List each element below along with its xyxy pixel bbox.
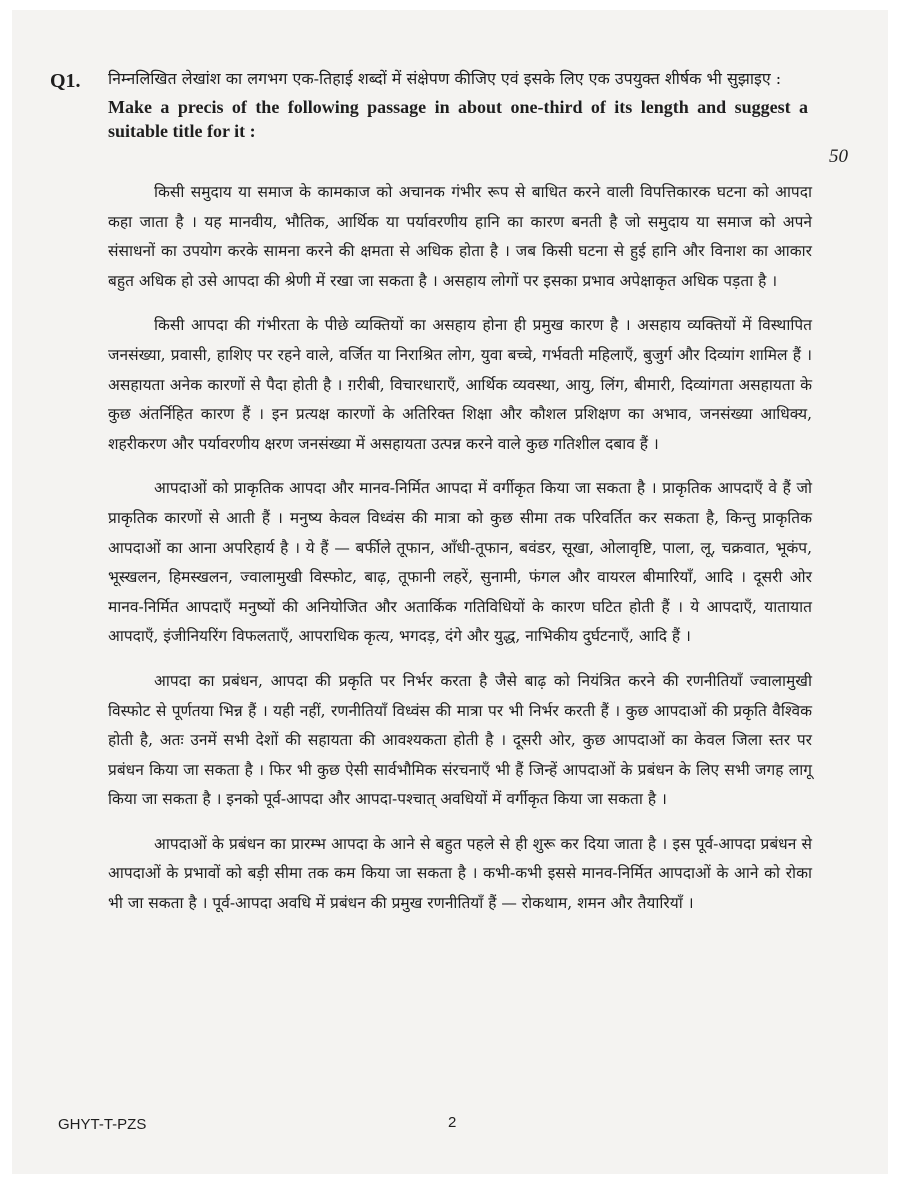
question-number: Q1.: [50, 70, 81, 92]
question-marks: 50: [829, 146, 848, 167]
paper-code: GHYT-T-PZS: [58, 1116, 147, 1133]
passage-paragraph: किसी आपदा की गंभीरता के पीछे व्यक्तियों का असहाय होना ही प्रमुख कारण है । असहाय व्यक्तियों में विस्थापित जनसंख्या, प्रवासी, हाशिए पर रहने वाले, वर्जित या निराश्रित लोग, युवा बच्चे, गर्भवती महिलाएँ, बुजुर्ग और दिव्यांग शामिल हैं । असहायता अनेक कारणों से पैदा होती है । ग़रीबी, विचारधाराएँ, आर्थिक व्यवस्था, आयु, लिंग, बीमारी, दिव्यांगता असहायता के कुछ अंतर्निहित कारण हैं । इन प्रत्यक्ष कारणों के अतिरिक्त शिक्षा और कौशल प्रशिक्षण का अभाव, जनसंख्या आधिक्य, शहरीकरण और पर्यावरणीय क्षरण जनसंख्या में असहायता उत्पन्न करने वाले कुछ गतिशील दबाव हैं ।: [108, 316, 812, 453]
passage: [108, 178, 812, 934]
instruction-english: Make a precis of the following passage in about one-third of its length and suggest a suitable title for it :: [108, 97, 808, 141]
page-number: 2: [448, 1114, 457, 1131]
passage-paragraph: आपदा का प्रबंधन, आपदा की प्रकृति पर निर्भर करता है जैसे बाढ़ को नियंत्रित करने की रणनीतियाँ ज्वालामुखी विस्फोट से पूर्णतया भिन्न हैं । यही नहीं, रणनीतियाँ विध्वंस की मात्रा पर भी निर्भर करती हैं । कुछ आपदाओं की प्रकृति वैश्विक होती है, अतः उनमें सभी देशों की सहायता की आवश्यकता होती है । दूसरी ओर, कुछ आपदाओं का केवल जिला स्तर पर प्रबंधन किया जा सकता है । फिर भी कुछ ऐसी सार्वभौमिक संरचनाएँ भी हैं जिन्हें आपदाओं के प्रबंधन के लिए सभी जगह लागू किया जा सकता है । इनको पूर्व-आपदा और आपदा-पश्चात् अवधियों में वर्गीकृत किया जा सकता है ।: [108, 671, 812, 809]
passage-paragraph: आपदाओं के प्रबंधन का प्रारम्भ आपदा के आने से बहुत पहले से ही शुरू कर दिया जाता है । इस पूर्व-आपदा प्रबंधन से आपदाओं के प्रभावों को बड़ी सीमा तक कम किया जा सकता है । कभी-कभी इससे मानव-निर्मित आपदाओं के आने को रोका भी जा सकता है । पूर्व-आपदा अवधि में प्रबंधन की प्रमुख रणनीतियाँ हैं — रोकथाम, शमन और तैयारियाँ ।: [108, 834, 812, 913]
passage-paragraph: किसी समुदाय या समाज के कामकाज को अचानक गंभीर रूप से बाधित करने वाली विपत्तिकारक घटना को आपदा कहा जाता है । यह मानवीय, भौतिक, आर्थिक या पर्यावरणीय हानि का कारण बनती है जो समुदाय या समाज को अपने संसाधनों का उपयोग करके सामना करने की क्षमता से अधिक होता है । जब किसी घटना से हुई हानि और विनाश का आकार बहुत अधिक हो उसे आपदा की श्रेणी में रखा जा सकता है । असहाय लोगों पर इसका प्रभाव अपेक्षाकृत अधिक पड़ता है ।: [108, 183, 812, 290]
question-instruction: [108, 64, 808, 143]
passage-paragraph: आपदाओं को प्राकृतिक आपदा और मानव-निर्मित आपदा में वर्गीकृत किया जा सकता है । प्राकृतिक आपदाएँ वे हैं जो प्राकृतिक कारणों से आती हैं । मनुष्य केवल विध्वंस की मात्रा को कुछ सीमा तक परिवर्तित कर सकता है, किन्तु प्राकृतिक आपदाओं का आना अपरिहार्य है । ये हैं — बर्फीले तूफान, आँधी-तूफान, बवंडर, सूखा, ओलावृष्टि, पाला, लू, चक्रवात, भूकंप, भूस्खलन, हिमस्खलन, ज्वालामुखी विस्फोट, बाढ़, तूफानी लहरें, सुनामी, फंगल और वायरल बीमारियाँ, आदि । दूसरी ओर मानव-निर्मित आपदाएँ मनुष्यों की अनियोजित और अतार्किक गतिविधियों के कारण घटित होती हैं । ये आपदाएँ, यातायात आपदाएँ, इंजीनियरिंग विफलताएँ, आपराधिक कृत्य, भगदड़, दंगे और युद्ध, नाभिकीय दुर्घटनाएँ, आदि हैं ।: [108, 479, 812, 646]
exam-page: [12, 10, 888, 1174]
instruction-hindi: निम्नलिखित लेखांश का लगभग एक-तिहाई शब्दों में संक्षेपण कीजिए एवं इसके लिए एक उपयुक्त शीर्षक भी सुझाइए :: [108, 69, 782, 88]
